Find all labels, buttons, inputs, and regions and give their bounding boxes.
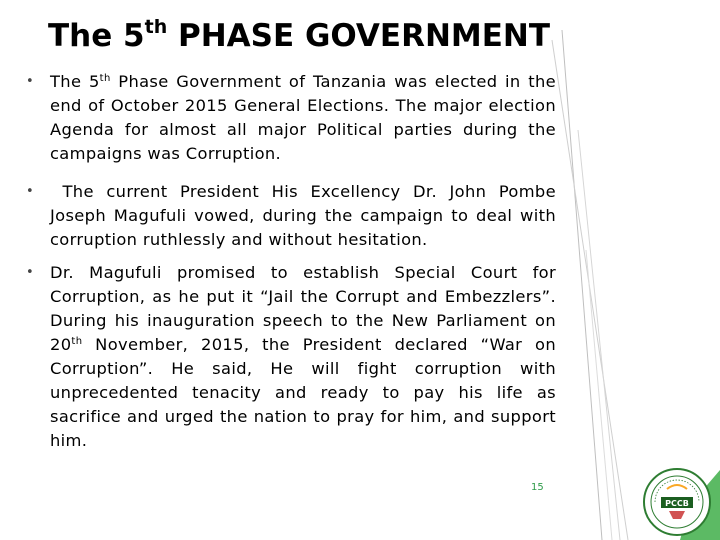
title-superscript: th xyxy=(144,16,168,38)
bullet-1-text-end: Phase Government of Tanzania was elected in the end of October 2015 General Elections. The major election Agenda for almost all major Political parties during the campaigns was Corruption. xyxy=(50,72,556,163)
bullet-3-superscript: th xyxy=(71,336,83,347)
bullet-dot-icon: • xyxy=(26,184,34,199)
bullet-1 xyxy=(50,70,556,166)
pccb-emblem-icon xyxy=(641,467,713,537)
bullet-1-superscript: th xyxy=(99,73,111,84)
logo-label: PCCB xyxy=(665,499,689,508)
bullet-1-text-start: The 5 xyxy=(50,72,100,91)
bullet-3-text-end: November, 2015, the President declared “War on Corruption”. He said, He will fight corruption with unprecedented tenacity and ready to pay his life as sacrifice and urged the nation to pray for him, and support him. xyxy=(50,335,556,450)
title-rest: PHASE GOVERNMENT xyxy=(167,18,551,54)
title-main: The 5 xyxy=(48,18,145,54)
page-number: 15 xyxy=(531,482,544,493)
bullet-dot-icon: • xyxy=(26,265,34,280)
bullet-3-text-start: Dr. Magufuli promised to establish Special Court for Corruption, as he put it “Jail the Corrupt and Embezzlers”. During his inauguration speech to the New Parliament on 20 xyxy=(50,263,556,354)
bullet-3 xyxy=(50,261,556,453)
slide-title xyxy=(48,14,551,58)
bullet-dot-icon: • xyxy=(26,74,34,89)
bullet-2: The current President His Excellency Dr. John Pombe Joseph Magufuli vowed, during the campaign to deal with corruption ruthlessly and without hesitation. xyxy=(50,182,562,249)
